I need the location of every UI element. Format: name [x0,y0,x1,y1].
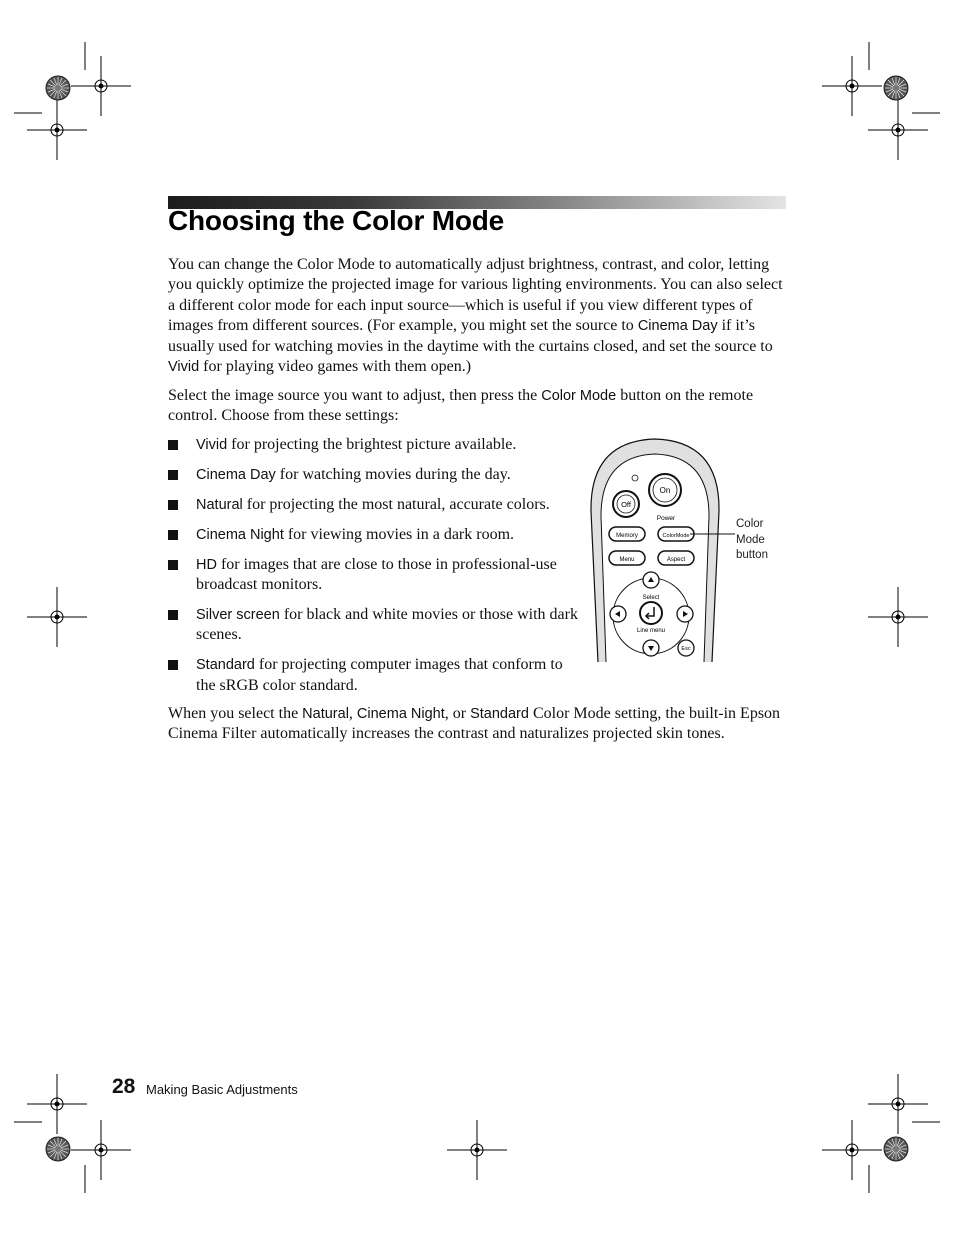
esc-button[interactable] [678,640,694,656]
on-button[interactable] [649,474,681,506]
setting-description: for projecting the most natural, accurate colors. [242,495,550,513]
page-number: 28 [112,1075,136,1098]
left-arrow-button[interactable] [610,606,626,622]
select-button[interactable] [640,602,662,624]
setting-description: for black and white movies or those with dark scenes. [196,605,578,644]
list-item [168,605,578,646]
footer-section-title: Making Basic Adjustments [146,1082,298,1097]
svg-text:On: On [659,486,671,495]
bullet-square-icon [168,530,178,540]
body-text: button on the remote control. Choose from these settings: [168,387,754,425]
list-item [168,655,578,696]
body-text: for playing video games with them open.) [199,358,472,376]
bullet-square-icon [168,470,178,480]
setting-name: HD [196,556,217,573]
body-text: Color Mode setting, the built-in Epson Cinema Filter automatically increases the contrast and naturalizes projected skin tones. [168,705,781,743]
body-text: When you select the [168,705,303,722]
aspect-button[interactable] [658,551,694,565]
setting-description: for projecting the brightest picture available. [227,436,517,453]
svg-text:ColorMode: ColorMode [662,533,690,539]
setting-keyword: Cinema Night [356,706,445,722]
setting-description: for watching movies during the day. [275,465,511,483]
bullet-square-icon [168,500,178,510]
setting-description: for images that are close to those in professional-use broadcast monitors. [196,555,557,594]
page-title: Choosing the Color Mode [168,205,505,236]
bullet-square-icon [168,440,178,450]
svg-text:Esc: Esc [681,646,691,652]
off-button[interactable] [613,491,639,517]
color-mode-button[interactable] [658,527,694,541]
list-item [168,435,578,455]
setting-name: Cinema Night [196,526,284,543]
color-mode-callout: Color Mode button [736,518,768,561]
svg-text:Off: Off [621,500,631,509]
body-text: You can change the Color Mode to automatically adjust brightness, contrast, and color, letting you quickly optimize the projected image for various lighting environments. You can also select a different color mode for each input source—which is useful if you view different types of images from different sources. (For example, you might set the source to [168,256,783,335]
setting-name: Silver screen [196,606,280,623]
bullet-square-icon [168,560,178,570]
select-label: Select [642,595,660,601]
setting-name: Vivid [196,437,228,453]
list-item [168,555,578,596]
body-text: , or [444,705,471,722]
setting-keyword: Vivid [168,359,200,376]
svg-text:Memory: Memory [616,533,638,539]
setting-name: Standard [196,657,255,674]
intro-paragraph [168,255,788,377]
setting-description: for projecting computer images that conform to the sRGB color standard. [196,656,563,694]
up-arrow-button[interactable] [643,572,659,588]
down-arrow-button[interactable] [643,640,659,656]
list-item [168,525,578,545]
setting-name: Cinema Day [196,466,276,483]
right-arrow-button[interactable] [677,606,693,622]
body-text: Select the image source you want to adjust, then press the [168,387,542,404]
color-mode-list [168,435,578,696]
setting-keyword: Natural [302,706,349,722]
setting-keyword: Standard [470,706,529,722]
list-item [168,465,578,485]
select-paragraph [168,386,788,427]
bullet-square-icon [168,660,178,670]
memory-button[interactable] [609,527,645,541]
setting-keyword: Cinema Day [637,318,718,335]
setting-keyword: Color Mode [541,388,617,404]
callout-leader-line [690,530,740,540]
body-text: if it’s usually used for watching movies in the daytime with the curtains closed, and set the source to [168,317,773,355]
line-menu-label: Line menu [636,628,666,634]
power-label: Power [656,515,676,522]
setting-name: Natural [196,496,243,513]
remote-control-illustration [588,436,723,664]
menu-button[interactable] [609,551,645,565]
bullet-square-icon [168,610,178,620]
list-item [168,495,578,515]
closing-paragraph [168,704,793,745]
setting-description: for viewing movies in a dark room. [283,525,515,543]
svg-text:Aspect: Aspect [666,557,686,563]
body-text: , [348,705,357,722]
svg-text:Menu: Menu [619,557,635,563]
